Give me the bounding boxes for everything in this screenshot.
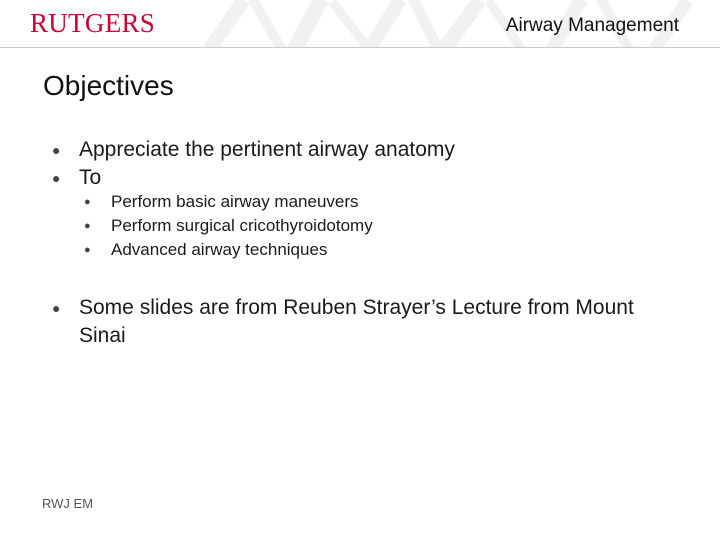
- bullet-icon: ●: [52, 142, 61, 158]
- header-divider: [0, 47, 720, 48]
- sub-objectives-list: [84, 190, 373, 262]
- rutgers-logo: RUTGERS: [30, 8, 156, 38]
- list-item: [52, 136, 662, 164]
- bullet-icon: ●: [52, 170, 61, 186]
- slide-title: Objectives: [43, 70, 174, 101]
- bullet-text: To: [79, 166, 102, 189]
- footer-text: RWJ EM: [42, 496, 94, 511]
- header-title: Airway Management: [505, 15, 679, 36]
- sub-bullet-icon: ●: [84, 196, 91, 208]
- bullet-text: Some slides are from Reuben Strayer’s Lecture from Mount Sinai: [79, 296, 634, 347]
- sub-bullet-icon: ●: [84, 220, 91, 232]
- sub-list-item: [84, 238, 373, 262]
- sub-bullet-text: Advanced airway techniques: [111, 240, 328, 259]
- sub-list-item: [84, 190, 373, 214]
- bullet-text: Appreciate the pertinent airway anatomy: [79, 138, 455, 161]
- sub-bullet-text: Perform basic airway maneuvers: [111, 192, 359, 211]
- list-item: [52, 294, 662, 350]
- sub-bullet-text: Perform surgical cricothyroidotomy: [111, 216, 373, 235]
- sub-list-item: [84, 214, 373, 238]
- bullet-icon: ●: [52, 300, 61, 316]
- sub-bullet-icon: ●: [84, 244, 91, 256]
- list-item: [52, 164, 662, 192]
- slide-header: [0, 0, 720, 48]
